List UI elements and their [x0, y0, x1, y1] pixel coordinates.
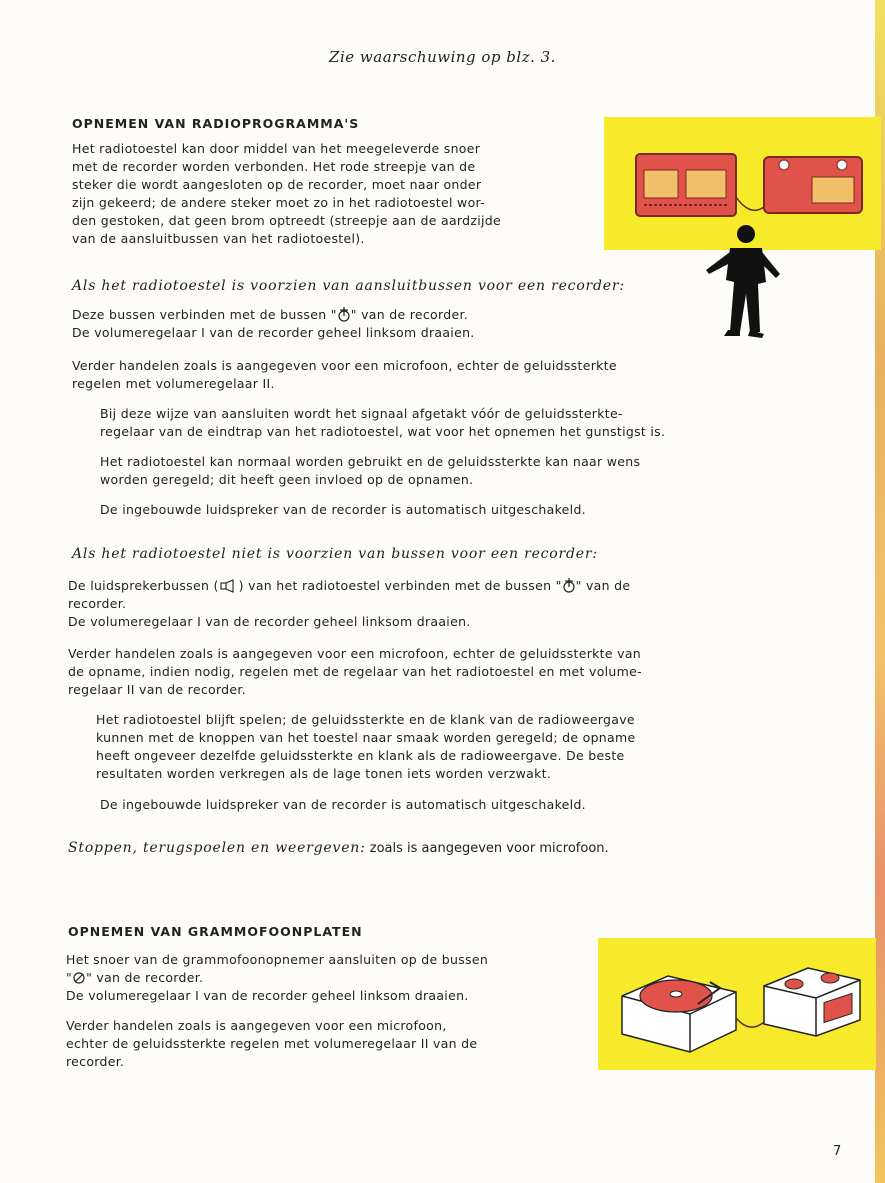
- text-line: met de recorder worden verbonden. Het rode streepje van de: [72, 159, 476, 174]
- text-line: steker die wordt aangesloten op de recorder, moet naar onder: [72, 177, 482, 192]
- text-part: ) van het radiotoestel verbinden met de bussen ": [238, 578, 562, 593]
- subheading-with-sockets: Als het radiotoestel is voorzien van aansluitbussen voor een recorder:: [72, 278, 625, 294]
- section2-paragraph1: [66, 951, 546, 1005]
- text-line: Het radiotoestel blijft spelen; de geluidssterkte en de klank van de radioweergave: [96, 712, 635, 727]
- sub1-paragraph2: [72, 357, 722, 393]
- sub1-paragraph4: [100, 453, 730, 489]
- text-line: de opname, indien nodig, regelen met de regelaar van het radiotoestel en met volume-: [68, 664, 642, 679]
- socket-symbol-icon: [337, 306, 351, 322]
- text-line: De volumeregelaar I van de recorder geheel linksom draaien.: [68, 614, 471, 629]
- sub2-paragraph2: [68, 645, 728, 699]
- text-line: Verder handelen zoals is aangegeven voor een microfoon, echter de geluidssterkte van: [68, 646, 642, 661]
- sub2-paragraph3: [96, 711, 726, 783]
- text-part: " van de recorder.: [86, 970, 204, 985]
- gramophone-recorder-illustration: [598, 938, 876, 1070]
- text-line: De volumeregelaar I van de recorder geheel linksom draaien.: [72, 325, 475, 340]
- text-part: ": [66, 970, 73, 985]
- text-line: regelaar II van de recorder.: [68, 682, 246, 697]
- text-line: Het radiotoestel kan door middel van het meegeleverde snoer: [72, 141, 481, 156]
- sub1-paragraph3: [100, 405, 730, 441]
- sub2-paragraph4: De ingebouwde luidspreker van de recorder is automatisch uitgeschakeld.: [100, 797, 586, 812]
- section2-paragraph2: [66, 1017, 546, 1071]
- sub1-paragraph5: De ingebouwde luidspreker van de recorder is automatisch uitgeschakeld.: [100, 502, 586, 517]
- socket-symbol-icon: [562, 577, 576, 593]
- sub2-paragraph1: [68, 577, 728, 631]
- section-heading-gramophone: OPNEMEN VAN GRAMMOFOONPLATEN: [68, 924, 363, 939]
- text-part: " van de: [575, 578, 631, 593]
- speaker-symbol-icon: [219, 579, 239, 593]
- sub1-paragraph1: [72, 306, 722, 342]
- text-part: De luidsprekerbussen (: [68, 578, 219, 593]
- text-line: recorder.: [68, 596, 127, 611]
- stop-instructions: [68, 840, 609, 856]
- text-line: zijn gekeerd; de andere steker moet zo in het radiotoestel wor-: [72, 195, 485, 210]
- gramophone-recorder-icon: [598, 938, 876, 1070]
- pickup-socket-icon: [72, 971, 86, 985]
- text-part: Deze bussen verbinden met de bussen ": [72, 307, 337, 322]
- text-line: [68, 577, 728, 595]
- text-line: regelaar van de eindtrap van het radiotoestel, wat voor het opnemen het gunstigst is.: [100, 424, 666, 439]
- text-line: echter de geluidssterkte regelen met volumeregelaar II van de: [66, 1036, 478, 1051]
- text-line: De volumeregelaar I van de recorder geheel linksom draaien.: [66, 988, 469, 1003]
- text-line: Bij deze wijze van aansluiten wordt het signaal afgetakt vóór de geluidssterkte-: [100, 406, 623, 421]
- stop-label: Stoppen, terugspoelen en weergeven:: [68, 840, 366, 856]
- text-line: heeft ongeveer dezelfde geluidssterkte en klank als de radioweergave. De beste: [96, 748, 625, 763]
- section-heading-radio: OPNEMEN VAN RADIOPROGRAMMA'S: [72, 116, 360, 131]
- text-part: " van de recorder.: [350, 307, 469, 322]
- text-line: [66, 969, 546, 987]
- text-line: resultaten worden verkregen als de lage tonen iets worden verzwakt.: [96, 766, 552, 781]
- section1-paragraph: [72, 140, 552, 248]
- text-line: recorder.: [66, 1054, 125, 1069]
- text-line: kunnen met de knoppen van het toestel naar smaak worden geregeld; de opname: [96, 730, 636, 745]
- text-line: Het radiotoestel kan normaal worden gebruikt en de geluidssterkte kan naar wens: [100, 454, 641, 469]
- text-line: van de aansluitbussen van het radiotoestel).: [72, 231, 365, 246]
- warning-note: Zie waarschuwing op blz. 3.: [329, 48, 556, 66]
- page-number: 7: [833, 1144, 842, 1159]
- text-line: Verder handelen zoals is aangegeven voor een microfoon, echter de geluidssterkte: [72, 358, 617, 373]
- text-line: [72, 306, 722, 324]
- text-line: regelen met volumeregelaar II.: [72, 376, 275, 391]
- stop-text: zoals is aangegeven voor microfoon.: [365, 841, 609, 856]
- text-line: Verder handelen zoals is aangegeven voor een microfoon,: [66, 1018, 447, 1033]
- text-line: Het snoer van de grammofoonopnemer aansluiten op de bussen: [66, 952, 489, 967]
- subheading-without-sockets: Als het radiotoestel niet is voorzien van bussen voor een recorder:: [72, 546, 598, 562]
- text-line: worden geregeld; dit heeft geen invloed op de opnamen.: [100, 472, 474, 487]
- text-line: den gestoken, dat geen brom optreedt (streepje aan de aardzijde: [72, 213, 502, 228]
